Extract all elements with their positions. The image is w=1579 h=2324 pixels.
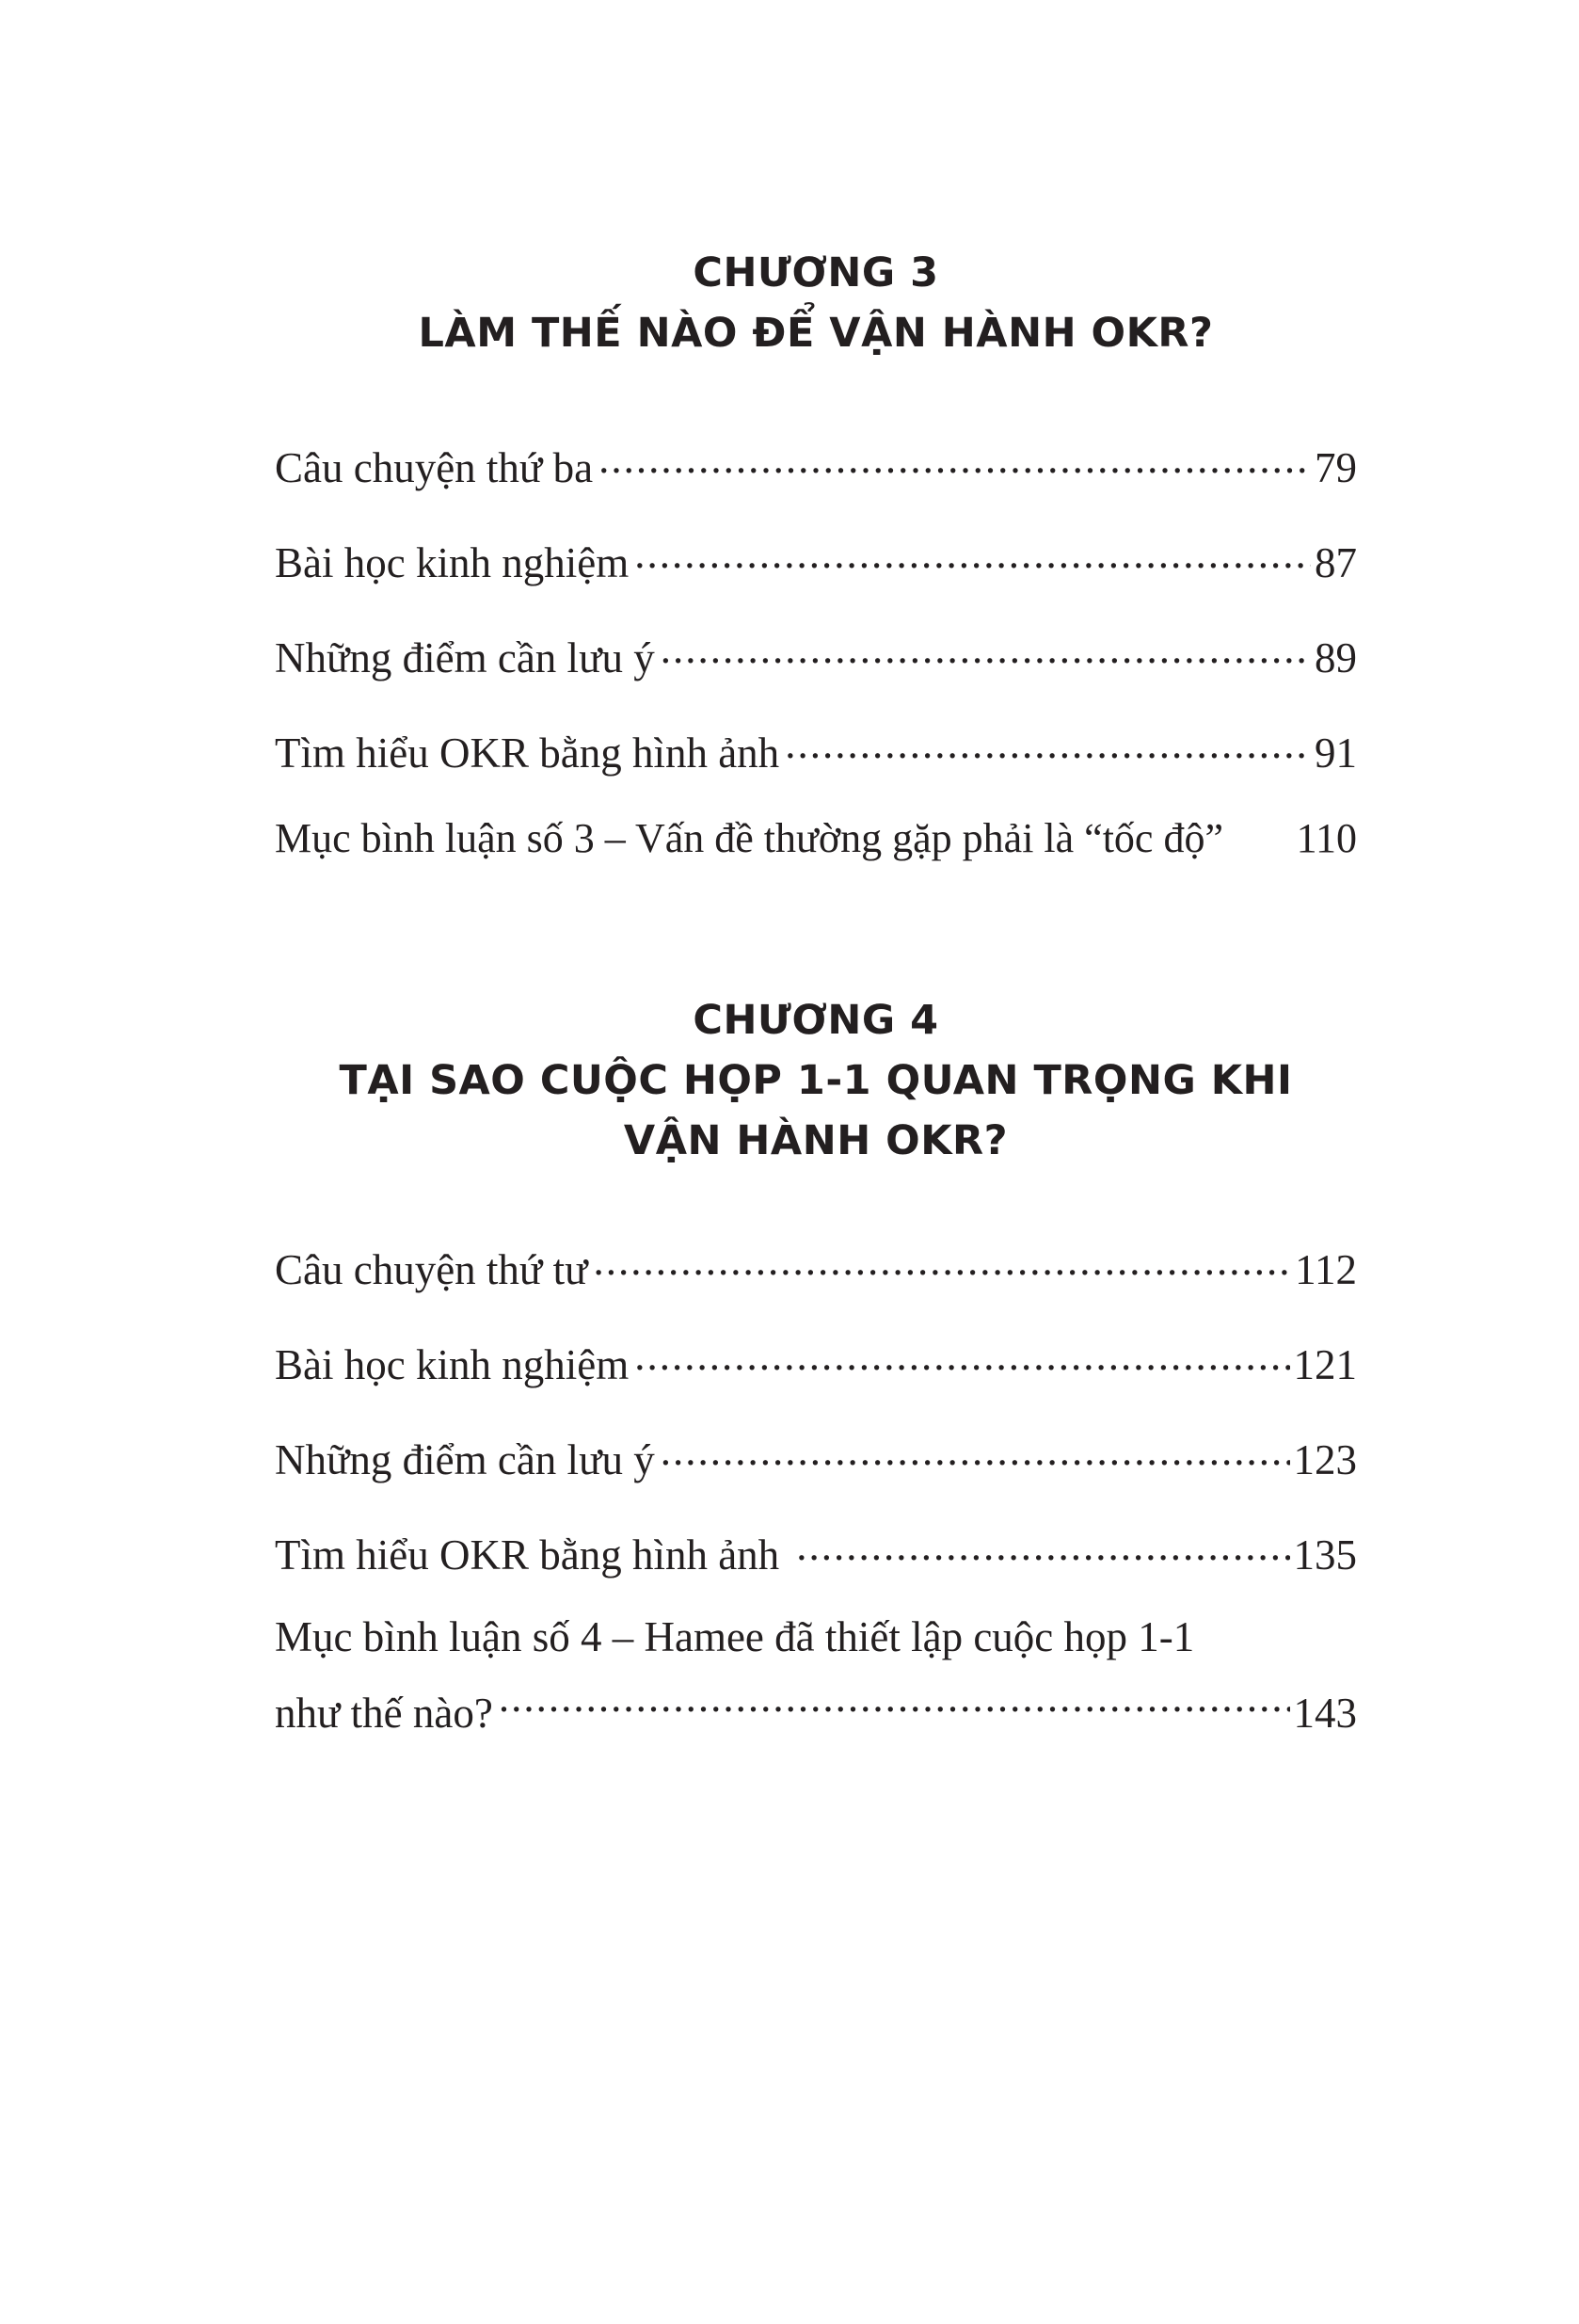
toc-entry[interactable] [275, 720, 1357, 777]
dot-leader [661, 1427, 1290, 1474]
toc-entry-last-line [275, 1667, 1357, 1737]
toc-entry[interactable] [275, 530, 1357, 586]
toc-entry-title: Tìm hiểu OKR bằng hình ảnh [275, 729, 780, 777]
toc-entry-title: Bài học kinh nghiệm [275, 539, 630, 586]
toc-entry-page: 91 [1315, 729, 1357, 777]
toc-entry[interactable] [275, 1607, 1357, 1737]
toc-entry-page: 79 [1315, 444, 1357, 491]
chapter-4-title-line-1: TẠI SAO CUỘC HỌP 1-1 QUAN TRỌNG KHI [339, 1057, 1293, 1104]
toc-entry-page: 89 [1315, 634, 1357, 681]
chapter-3-label: CHƯƠNG 3 [693, 249, 939, 297]
dot-leader [634, 1332, 1289, 1379]
toc-entry-page: 123 [1293, 1436, 1357, 1483]
toc-entry[interactable] [275, 1237, 1357, 1293]
dot-leader [598, 435, 1311, 482]
dot-leader [661, 625, 1311, 672]
toc-entry-page: 112 [1295, 1246, 1357, 1293]
toc-entry[interactable] [275, 625, 1357, 681]
toc-entry[interactable] [275, 1522, 1357, 1579]
chapter-3-heading [275, 243, 1357, 363]
toc-entry-title-line-1: Mục bình luận số 4 – Hamee đã thiết lập cuộc họp 1-1 [275, 1613, 1195, 1660]
toc-entry-title: Câu chuyện thứ ba [275, 444, 594, 491]
dot-leader [785, 720, 1311, 767]
chapter-4-toc [275, 1237, 1357, 1737]
chapter-4-heading [275, 990, 1357, 1171]
toc-entry-title-line-2: như thế nào? [275, 1690, 493, 1737]
chapter-4-label: CHƯƠNG 4 [693, 997, 939, 1044]
dot-leader [634, 530, 1311, 577]
chapter-3-title: LÀM THẾ NÀO ĐỂ VẬN HÀNH OKR? [418, 310, 1214, 357]
toc-entry-page: 143 [1293, 1690, 1357, 1737]
toc-entry-title: Tìm hiểu OKR bằng hình ảnh [275, 1531, 780, 1579]
toc-entry-page: 121 [1293, 1341, 1357, 1388]
dot-leader [593, 1237, 1291, 1284]
toc-entry-page: 135 [1293, 1531, 1357, 1579]
dot-leader [796, 1522, 1289, 1569]
chapter-3-section [275, 243, 1357, 910]
toc-entry-title: Những điểm cần lưu ý [275, 634, 655, 681]
chapter-4-title-line-2: VẬN HÀNH OKR? [623, 1117, 1009, 1164]
toc-entry[interactable] [275, 1427, 1357, 1483]
dot-leader [499, 1667, 1290, 1727]
toc-entry-page: 87 [1315, 539, 1357, 586]
toc-entry-title: Những điểm cần lưu ý [275, 1436, 655, 1483]
chapter-3-toc [275, 435, 1357, 862]
toc-entry[interactable] [275, 435, 1357, 491]
toc-entry-title: Câu chuyện thứ tư [275, 1246, 588, 1293]
chapter-4-section [275, 990, 1357, 1737]
toc-entry[interactable] [275, 815, 1357, 862]
toc-entry-page: 110 [1296, 815, 1357, 861]
toc-entry[interactable] [275, 1332, 1357, 1388]
toc-entry-title: Bài học kinh nghiệm [275, 1341, 630, 1388]
toc-entry-title: Mục bình luận số 3 – Vấn đề thường gặp phải là “tốc độ” [275, 815, 1223, 861]
